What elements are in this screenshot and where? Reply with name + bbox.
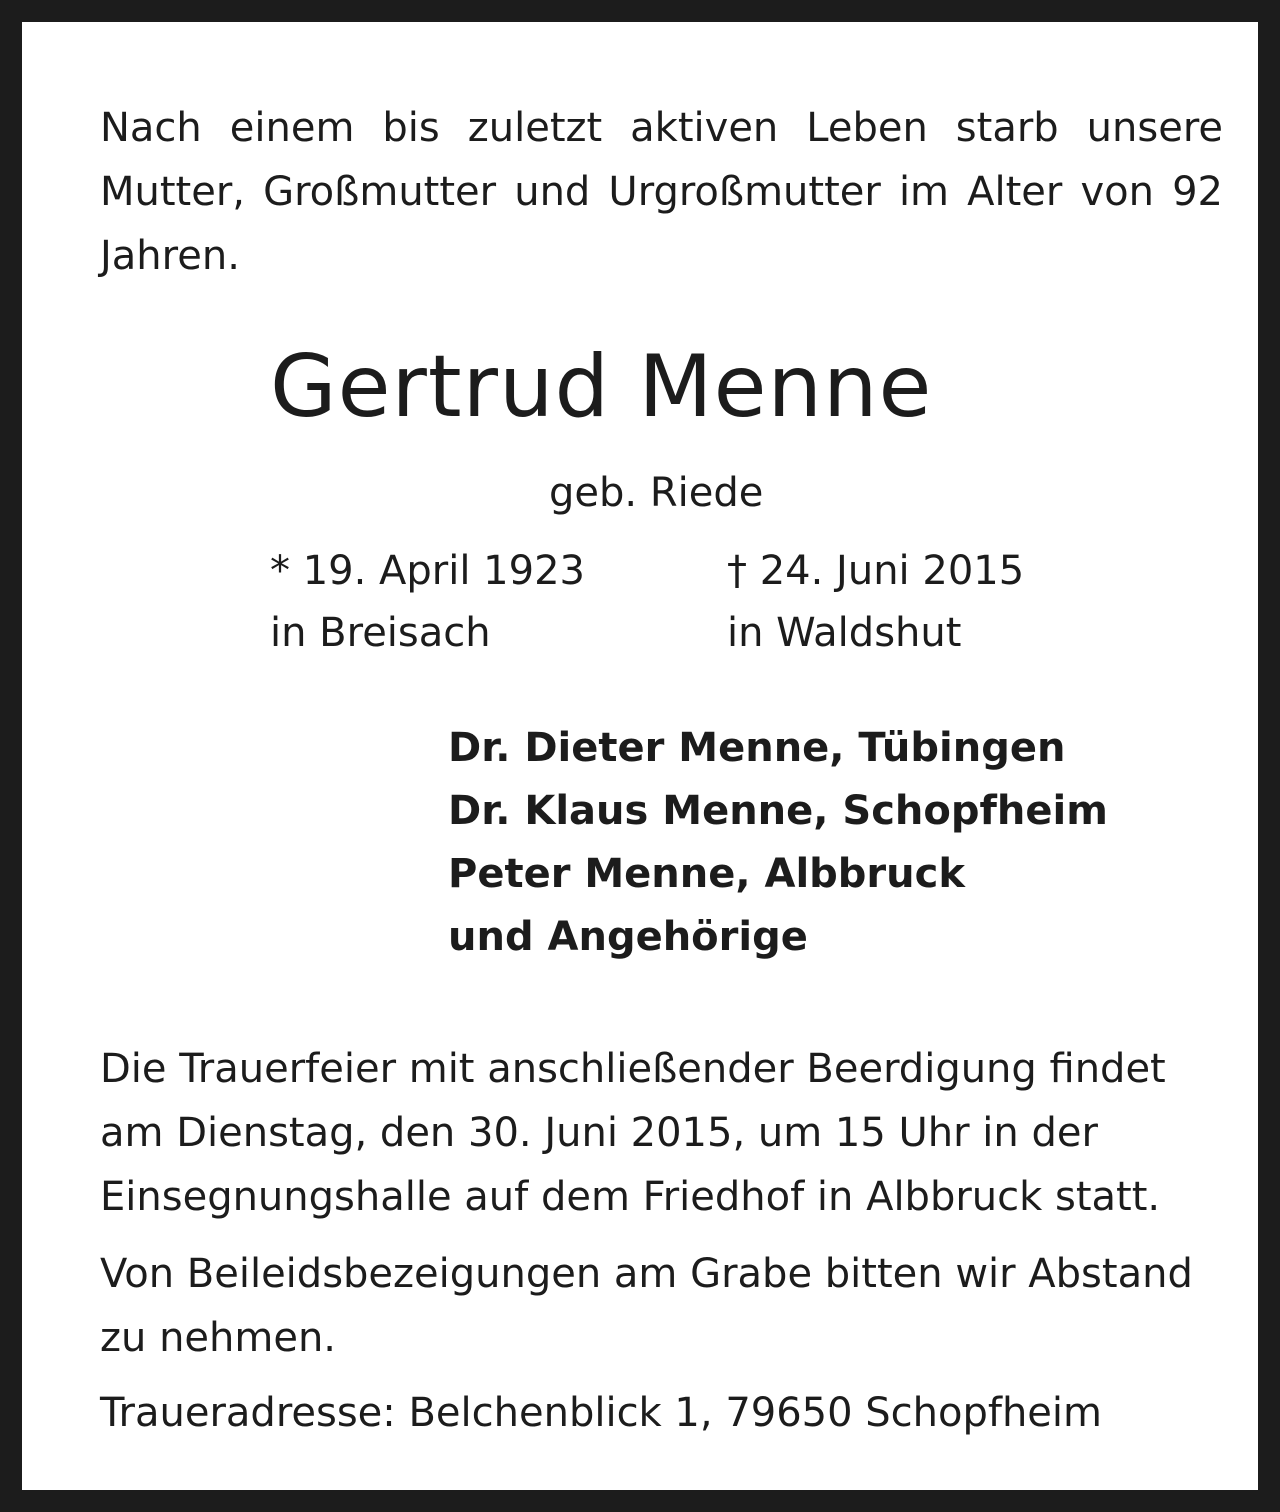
mourners-list: [448, 717, 1108, 969]
maiden-name: geb. Riede: [549, 470, 764, 516]
birth-date: * 19. April 1923: [270, 548, 585, 594]
mourner: Peter Menne, Albbruck: [448, 851, 965, 897]
birth-place: in Breisach: [270, 610, 491, 656]
mourner: Dr. Klaus Menne, Schopfheim: [448, 788, 1108, 834]
death-date: † 24. Juni 2015: [727, 548, 1025, 594]
intro-text: Nach einem bis zuletzt aktiven Leben starb unsere Mutter, Großmutter und Urgroßmutter im Alter von 92 Jahren.: [100, 105, 1223, 279]
deceased-name: Gertrud Menne: [270, 337, 933, 437]
death-place: in Waldshut: [727, 610, 962, 656]
mourning-address: Traueradresse: Belchenblick 1, 79650 Schopfheim: [100, 1390, 1102, 1436]
mourner: Dr. Dieter Menne, Tübingen: [448, 725, 1066, 771]
condolence-note: Von Beileidsbezeigungen am Grabe bitten wir Abstand zu nehmen.: [100, 1251, 1193, 1361]
mourner: und Angehörige: [448, 914, 808, 960]
birth-info: [270, 540, 585, 664]
death-info: [727, 540, 1024, 664]
ceremony-text: Die Trauerfeier mit anschließender Beerdigung findet am Dienstag, den 30. Juni 2015, um 15 Uhr in der Einsegnungshalle auf dem Friedhof in Albbruck statt.: [100, 1046, 1166, 1220]
